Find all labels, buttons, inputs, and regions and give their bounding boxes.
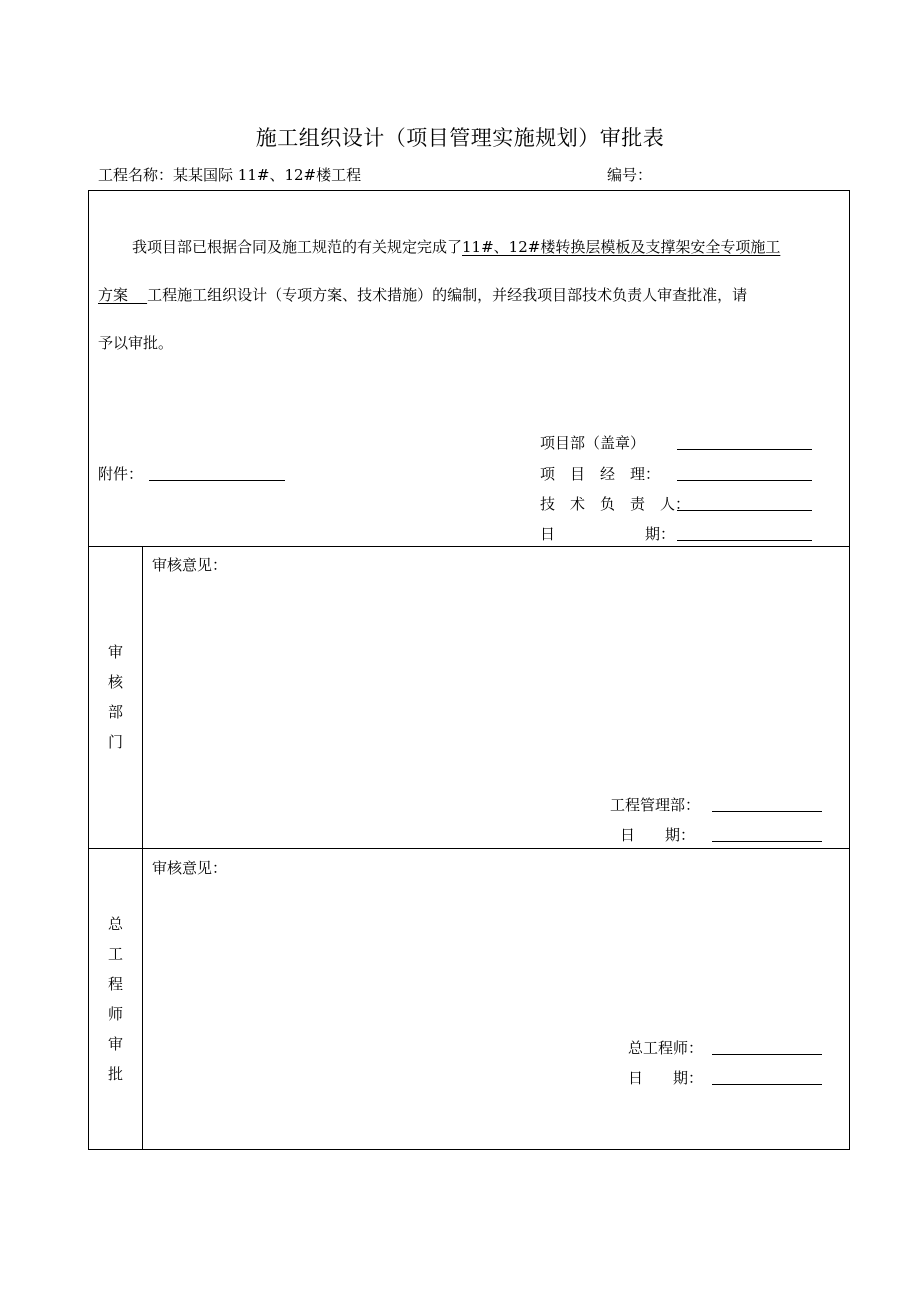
application-text: 予以审批。 <box>98 334 174 352</box>
document-title: 施工组织设计（项目管理实施规划）审批表 <box>255 126 665 150</box>
chief-date-blank[interactable] <box>712 1084 822 1085</box>
scheme-name-continued: 方案 <box>98 286 148 304</box>
date-blank[interactable] <box>677 540 812 541</box>
divider <box>88 546 850 547</box>
scheme-name: 11#、12#楼转换层模板及支撑架安全专项施工 <box>462 238 781 256</box>
chief-engineer-side-label: 总 工 程 师 审 批 <box>107 915 123 1083</box>
project-manager-blank[interactable] <box>677 480 812 481</box>
application-text: 工程施工组织设计（专项方案、技术措施）的编制，并经我项目部技术负责人审查批准，请 <box>147 286 748 304</box>
project-manager-label: 项 目 经 理： <box>540 465 661 483</box>
application-text: 我项目部已根据合同及施工规范的有关规定完成了 <box>132 238 463 256</box>
review-date-blank[interactable] <box>712 841 822 842</box>
review-opinion-label: 审核意见： <box>152 556 228 574</box>
divider <box>88 848 850 849</box>
seal-label: 项目部（盖章） <box>540 434 646 452</box>
technical-lead-label: 技 术 负 责 人： <box>540 495 691 513</box>
project-name-value: 某某国际 11#、12#楼工程 <box>173 166 362 184</box>
chief-engineer-label: 总工程师： <box>628 1039 704 1057</box>
divider <box>142 546 143 1150</box>
number-label: 编号： <box>607 166 653 184</box>
attachment-blank[interactable] <box>149 480 285 481</box>
review-date-label: 日 期： <box>620 826 696 844</box>
chief-engineer-blank[interactable] <box>712 1054 822 1055</box>
engineering-dept-label: 工程管理部： <box>610 796 701 814</box>
attachment-label: 附件： <box>98 465 144 483</box>
chief-date-label: 日 期： <box>628 1069 704 1087</box>
seal-blank[interactable] <box>677 449 812 450</box>
project-name-row <box>98 164 361 185</box>
review-dept-side-label: 审 核 部 门 <box>107 643 123 751</box>
project-name-label: 工程名称： <box>98 166 174 184</box>
engineering-dept-blank[interactable] <box>712 811 822 812</box>
date-label: 日 期： <box>540 525 676 543</box>
technical-lead-blank[interactable] <box>677 510 812 511</box>
chief-opinion-label: 审核意见： <box>152 859 228 877</box>
approval-form-table <box>88 190 850 1150</box>
